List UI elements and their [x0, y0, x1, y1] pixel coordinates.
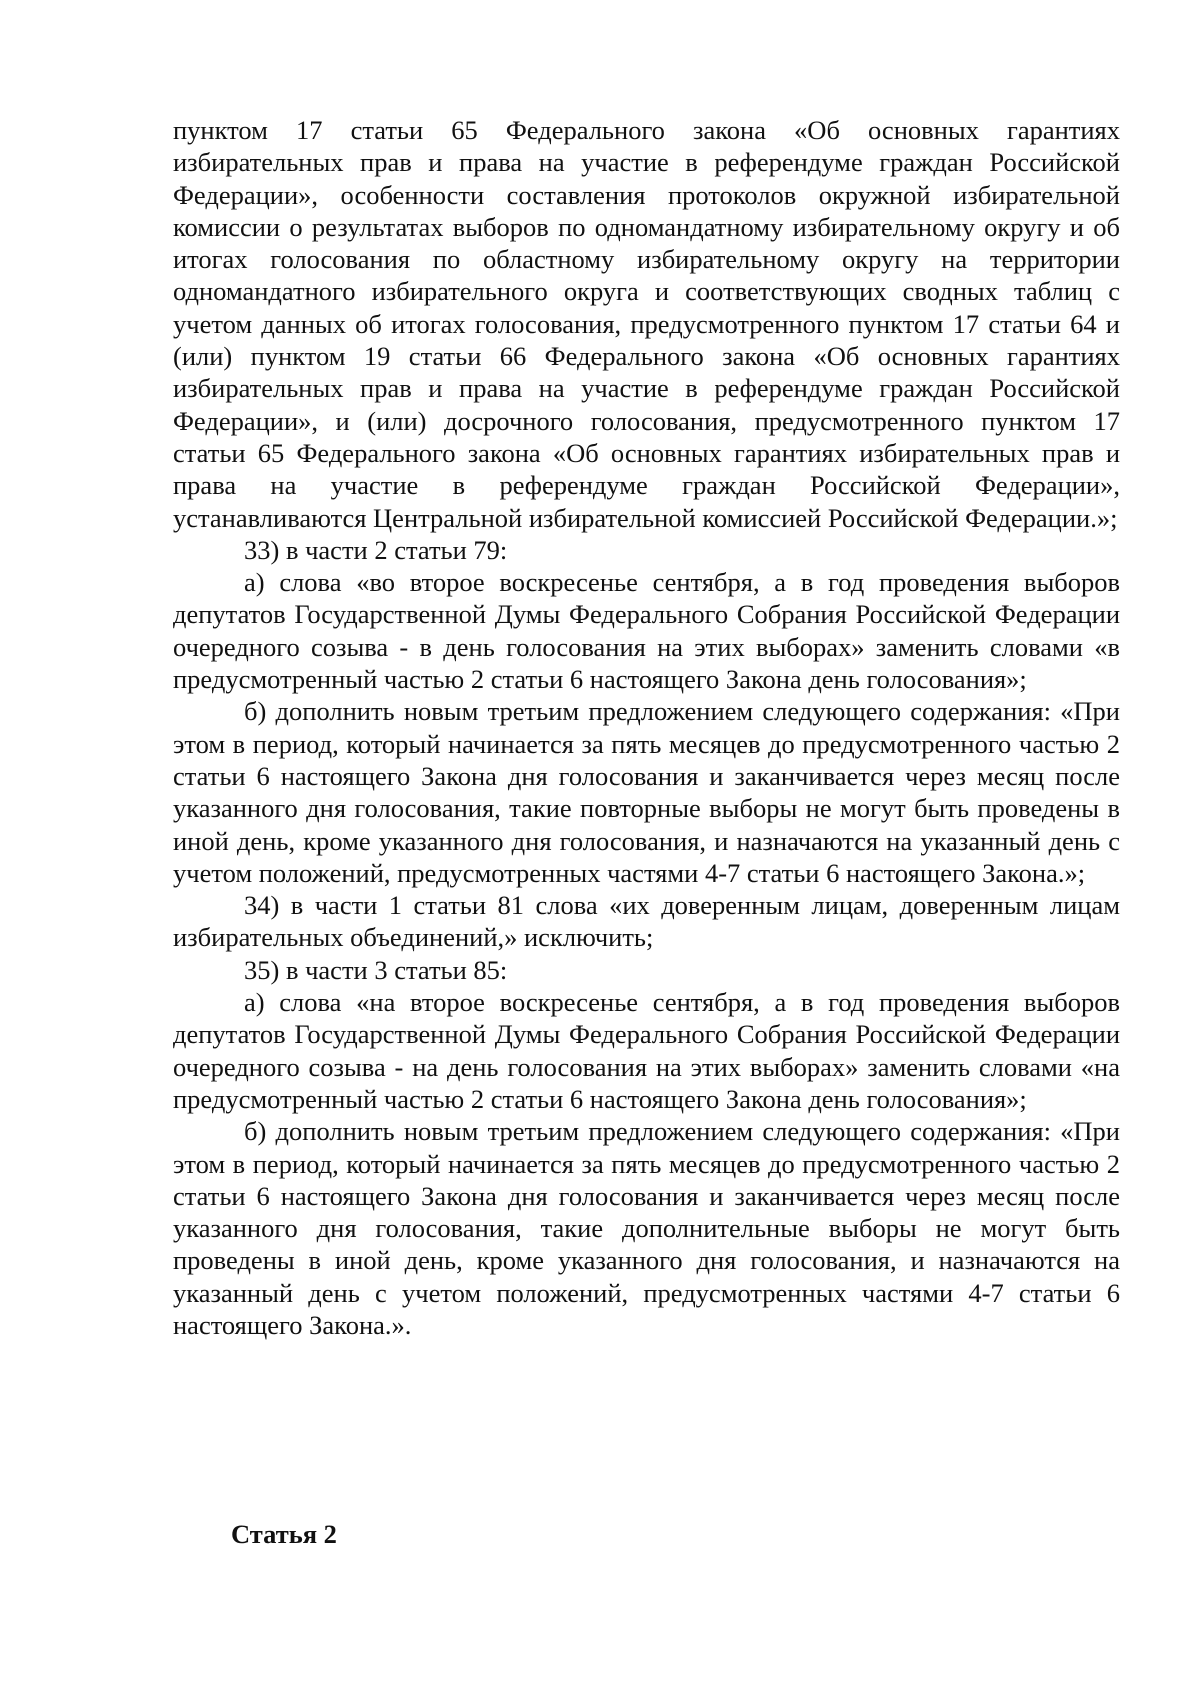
document-body — [173, 114, 1120, 1341]
paragraph-item-33: 33) в части 2 статьи 79: — [244, 534, 508, 565]
paragraph-item-35b: б) дополнить новым третьим предложением следующего содержания: «При этом в период, который начинается за пять месяцев до предусмотренного частью 2 статьи 6 настоящего Закона дня голосования и заканчивается через месяц после указанного дня голосования, такие дополнительные выборы не могут быть проведены в иной день, кроме указанного дня голосования, и назначаются на указанный день с учетом положений, предусмотренных частями 4-7 статьи 6 настоящего Закона.». — [173, 1116, 1120, 1340]
paragraph-item-33a: а) слова «во второе воскресенье сентября, а в год проведения выборов депутатов Государственной Думы Федерального Собрания Российской Федерации очередного созыва - в день голосования на этих выборах» заменить словами «в предусмотренный частью 2 статьи 6 настоящего Закона день голосования»; — [173, 567, 1120, 695]
paragraph-item-33b: б) дополнить новым третьим предложением следующего содержания: «При этом в период, который начинается за пять месяцев до предусмотренного частью 2 статьи 6 настоящего Закона дня голосования и заканчивается через месяц после указанного дня голосования, такие повторные выборы не могут быть проведены в иной день, кроме указанного дня голосования, и назначаются на указанный день с учетом положений, предусмотренных частями 4-7 статьи 6 настоящего Закона.»; — [173, 696, 1120, 888]
paragraph-item-34: 34) в части 1 статьи 81 слова «их доверенным лицам, доверенным лицам избирательных объединений,» исключить; — [173, 890, 1120, 953]
paragraph-item-35a: а) слова «на второе воскресенье сентября, а в год проведения выборов депутатов Государственной Думы Федерального Собрания Российской Федерации очередного созыва - на день голосования на этих выборах» заменить словами «на предусмотренный частью 2 статьи 6 настоящего Закона день голосования»; — [173, 987, 1120, 1114]
paragraph-continuation: пунктом 17 статьи 65 Федерального закона «Об основных гарантиях избирательных прав и права на участие в референдуме граждан Российской Федерации», особенности составления протоколов окружной избирательной комиссии о результатах выборов по одномандатному избирательному округу и об итогах голосования по областному избирательному округу на территории одномандатного избирательного округа и соответствующих сводных таблиц с учетом данных об итогах голосования, предусмотренного пунктом 17 статьи 64 и (или) пунктом 19 статьи 66 Федерального закона «Об основных гарантиях избирательных прав и права на участие в референдуме граждан Российской Федерации», и (или) досрочного голосования, предусмотренного пунктом 17 статьи 65 Федерального закона «Об основных гарантиях избирательных прав и права на участие в референдуме граждан Российской Федерации», устанавливаются Центральной избирательной комиссией Российской Федерации.»; — [173, 115, 1120, 533]
paragraph-item-35: 35) в части 3 статьи 85: — [244, 954, 508, 985]
article-heading: Статья 2 — [231, 1519, 337, 1549]
